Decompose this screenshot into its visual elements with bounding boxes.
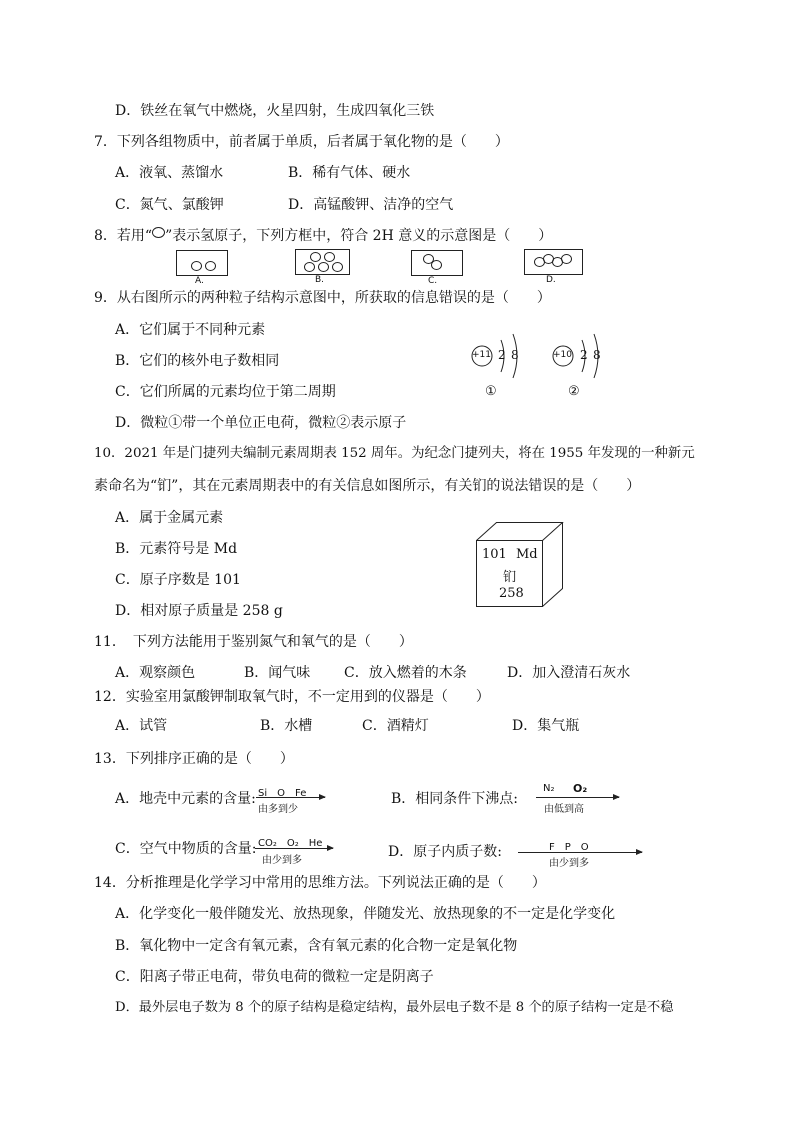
q13-option-c-order: 由少到多 [262,855,302,866]
q13-option-b-order: 由低到高 [544,804,584,815]
q8-label-a: A. [195,276,204,286]
q12-option-b: B．水槽 [260,718,313,734]
particle-2-shell-1: 2 [580,348,588,362]
q13-option-c-arrow [255,848,333,849]
q14-stem: 14．分析推理是化学学习中常用的思维方法。下列说法正确的是（ ） [94,875,546,891]
q13-option-c-items: CO₂ O₂ He [258,838,323,849]
q13-option-b-label: B．相同条件下沸点: [391,791,519,807]
element-name: 钔 [503,570,517,585]
q14-option-c: C．阳离子带正电荷，带负电荷的微粒一定是阴离子 [115,969,434,985]
q9-stem: 9．从右图所示的两种粒子结构示意图中，所获取的信息错误的是（ ） [94,290,551,306]
q6-option-d: D．铁丝在氧气中燃烧，火星四射，生成四氧化三铁 [115,103,435,119]
q7-stem: 7．下列各组物质中，前者属于单质，后者属于氧化物的是（ ） [94,134,509,150]
q11-option-b: B．闻气味 [244,665,311,681]
particle-2-nucleus: +10 [553,350,572,360]
q7-option-d: D．高锰酸钾、洁净的空气 [288,197,454,213]
q14-option-b: B．氧化物中一定含有氧元素，含有氧元素的化合物一定是氧化物 [115,938,518,954]
particle-2-label: ② [568,384,580,399]
q13-option-d-items: F P O [549,842,589,853]
particle-2-shell-2: 8 [593,348,601,362]
particle-1-label: ① [485,384,497,399]
q14-option-a: A．化学变化一般伴随发光、放热现象，伴随发光、放热现象的不一定是化学变化 [115,906,616,922]
q12-option-c: C．酒精灯 [362,718,429,734]
q10-option-b: B．元素符号是 Md [115,541,238,557]
q13-option-d-order: 由少到多 [549,858,589,869]
q13-option-d-arrow [518,852,642,853]
particle-1-shell-2: 8 [511,348,519,362]
element-atomic-number: 101 [482,547,507,562]
q13-option-a-order: 由多到少 [258,804,298,815]
q13-option-c-label: C．空气中物质的含量: [115,841,257,857]
q14-option-d: D．最外层电子数为 8 个的原子结构是稳定结构，最外层电子数不是 8 个的原子结构一定是不稳 [115,1000,674,1015]
q10-stem-line-1: 10．2021 年是门捷列夫编制元素周期表 152 周年。为纪念门捷列夫，将在 1955 年发现的一种新元 [94,446,695,461]
particle-1-nucleus: +11 [472,350,491,360]
q9-option-b: B．它们的核外电子数相同 [115,353,280,369]
q7-option-c: C．氮气、氯酸钾 [115,197,224,213]
q8-label-b: B. [315,275,325,285]
q13-option-a-arrow [256,797,325,798]
hydrogen-atom-icon [152,227,165,238]
q11-option-c: C．放入燃着的木条 [344,665,467,681]
q9-option-c: C．它们所属的元素均位于第二周期 [115,384,336,400]
q10-option-a: A．属于金属元素 [115,510,224,526]
q11-option-a: A．观察颜色 [115,665,196,681]
q13-option-a-label: A．地壳中元素的含量: [115,791,256,807]
element-mass: 258 [499,586,524,601]
q11-stem: 11． 下列方法能用于鉴别氮气和氧气的是（ ） [94,634,413,650]
element-symbol: Md [516,547,538,562]
q10-option-c: C．原子序数是 101 [115,572,241,588]
q13-option-b-item-1: N₂ [543,783,555,794]
q13-stem: 13．下列排序正确的是（ ） [94,751,294,767]
q9-option-a: A．它们属于不同种元素 [115,322,266,338]
q13-option-d-label: D．原子内质子数: [388,844,502,860]
q7-option-a: A．液氧、蒸馏水 [115,165,224,181]
q13-option-a-items: Si O Fe [258,788,307,799]
q9-option-d: D．微粒①带一个单位正电荷，微粒②表示原子 [115,415,407,431]
q7-option-b: B．稀有气体、硬水 [288,165,411,181]
q8-label-c: C. [428,276,438,286]
q12-option-d: D．集气瓶 [512,718,580,734]
q8-stem: 8．若用“ ”表示氢原子，下列方框中，符合 2H 意义的示意图是（ ） [94,228,553,244]
q12-stem: 12．实验室用氯酸钾制取氧气时，不一定用到的仪器是（ ） [94,689,490,705]
q13-option-b-item-2: O₂ [573,782,588,795]
q11-option-d: D．加入澄清石灰水 [507,665,631,681]
q13-option-b-arrow [536,797,619,798]
q10-stem-line-2: 素命名为“钔”，其在元素周期表中的有关信息如图所示，有关钔的说法错误的是（ ） [94,478,641,494]
q12-option-a: A．试管 [115,718,168,734]
q10-option-d: D．相对原子质量是 258 g [115,603,283,619]
particle-1-shell-1: 2 [498,348,506,362]
q8-label-d: D. [546,275,556,285]
